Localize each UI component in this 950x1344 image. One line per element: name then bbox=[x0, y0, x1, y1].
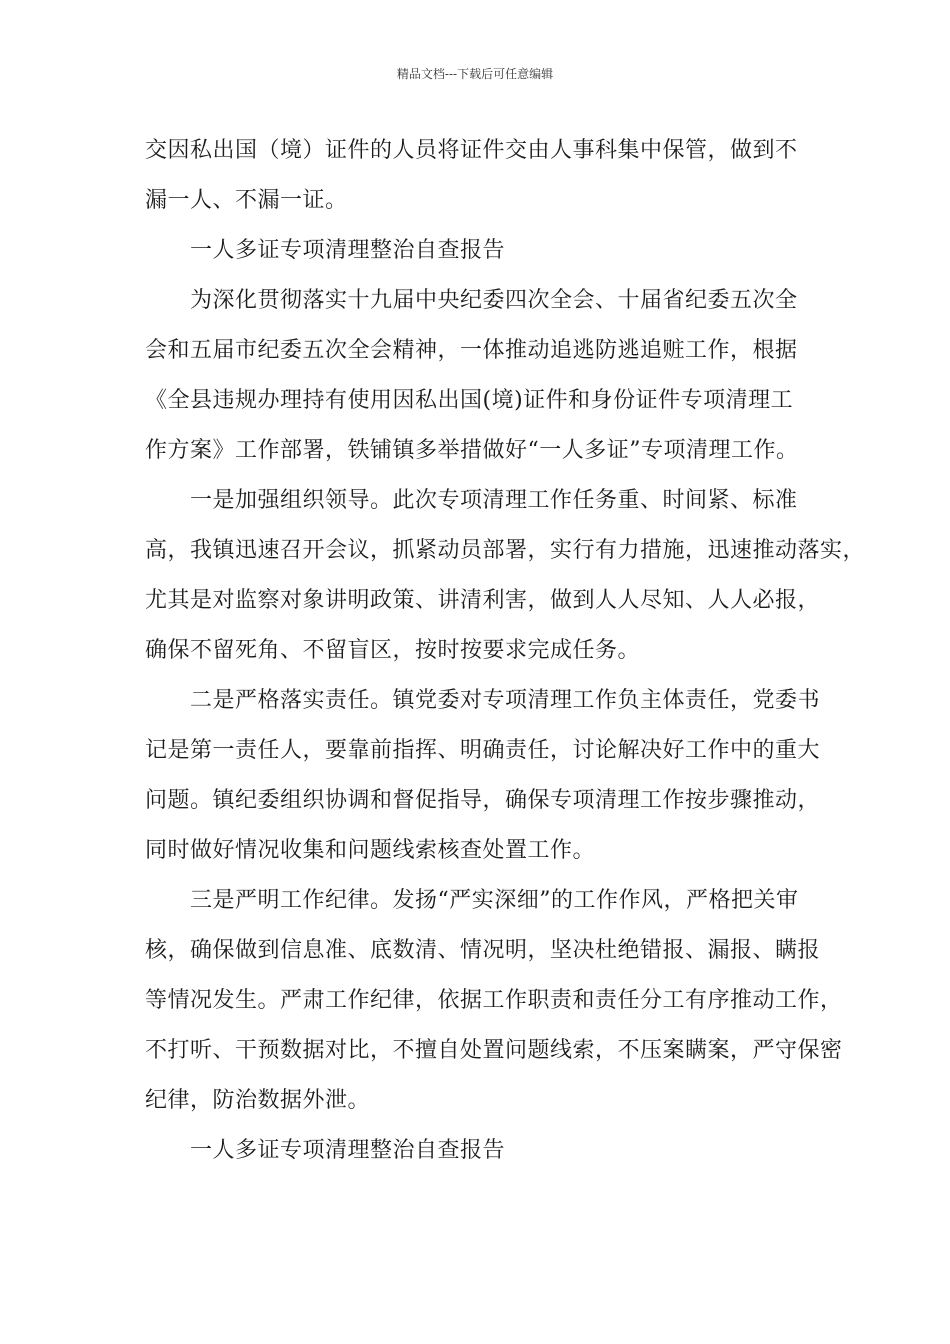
text-line: 同时做好情况收集和问题线索核查处置工作。 bbox=[145, 838, 596, 863]
text-line: 会和五届市纪委五次全会精神，一体推动追逃防逃追赃工作，根据 bbox=[145, 338, 798, 363]
paragraph-first-line: 二是严格落实责任。镇党委对专项清理工作负主体责任，党委书 bbox=[190, 688, 821, 713]
text-line: 纪律，防治数据外泄。 bbox=[145, 1088, 371, 1113]
text-line: 核，确保做到信息准、底数清、情况明，坚决杜绝错报、漏报、瞒报 bbox=[145, 938, 821, 963]
paragraph-first-line: 为深化贯彻落实十九届中央纪委四次全会、十届省纪委五次全 bbox=[190, 288, 798, 313]
text-line: 《全县违规办理持有使用因私出国(境)证件和身份证件专项清理工 bbox=[145, 388, 794, 413]
text-line: 作方案》工作部署，铁铺镇多举措做好“一人多证”专项清理工作。 bbox=[145, 438, 799, 463]
text-line: 漏一人、不漏一证。 bbox=[145, 188, 348, 213]
text-line: 等情况发生。严肃工作纪律，依据工作职责和责任分工有序推动工作， bbox=[145, 988, 843, 1013]
section-heading: 一人多证专项清理整治自查报告 bbox=[190, 1138, 506, 1163]
text-line: 问题。镇纪委组织协调和督促指导，确保专项清理工作按步骤推动， bbox=[145, 788, 821, 813]
section-heading: 一人多证专项清理整治自查报告 bbox=[190, 238, 506, 263]
text-line: 不打听、干预数据对比，不擅自处置问题线索，不压案瞒案，严守保密 bbox=[145, 1038, 843, 1063]
text-line: 尤其是对监察对象讲明政策、讲清利害，做到人人尽知、人人必报， bbox=[145, 588, 821, 613]
paragraph-first-line: 三是严明工作纪律。发扬“严实深细”的工作作风，严格把关审 bbox=[190, 888, 799, 913]
text-line: 交因私出国（境）证件的人员将证件交由人事科集中保管，做到不 bbox=[145, 138, 798, 163]
page-header: 精品文档---下载后可任意编辑 bbox=[396, 67, 554, 81]
paragraph-first-line: 一是加强组织领导。此次专项清理工作任务重、时间紧、标准 bbox=[190, 488, 798, 513]
text-line: 高，我镇迅速召开会议，抓紧动员部署，实行有力措施，迅速推动落实， bbox=[145, 538, 866, 563]
text-line: 记是第一责任人，要靠前指挥、明确责任，讨论解决好工作中的重大 bbox=[145, 738, 821, 763]
text-line: 确保不留死角、不留盲区，按时按要求完成任务。 bbox=[145, 638, 641, 663]
